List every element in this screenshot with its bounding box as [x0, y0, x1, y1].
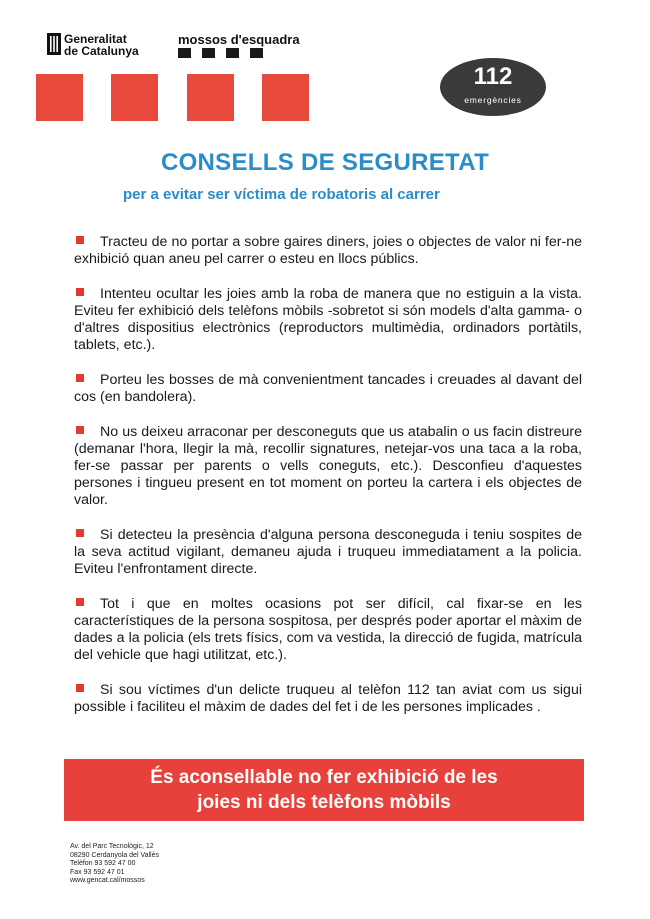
tips-list: [74, 234, 582, 734]
red-squares-decoration: [36, 74, 316, 121]
tip-text: Si sou víctimes d'un delicte truqueu al telèfon 112 tan aviat com us sigui possible i faciliteu el màxim de dades del fet i de les persones implicades .: [74, 682, 582, 715]
warning-banner: [64, 759, 584, 821]
address-website: www.gencat.cal/mossos: [70, 877, 145, 884]
red-bullet-icon: [76, 598, 84, 606]
generalitat-line2: de Catalunya: [64, 44, 139, 58]
banner-line2: joies ni dels telèfons mòbils: [197, 792, 451, 813]
address-phone: Telèfon 93 592 47 00: [70, 860, 136, 867]
banner-line1: És aconsellable no fer exhibició de les: [150, 767, 498, 788]
generalitat-logo-icon: [47, 33, 61, 55]
footer-address: [70, 843, 159, 886]
list-item: [74, 286, 582, 354]
red-bullet-icon: [76, 529, 84, 537]
list-item: [74, 682, 582, 716]
generalitat-name: [64, 33, 139, 57]
tip-text: Porteu les bosses de mà convenientment tancades i creuades al davant del cos (en bandolera).: [74, 372, 582, 405]
red-bullet-icon: [76, 684, 84, 692]
red-bullet-icon: [76, 288, 84, 296]
address-fax: Fax 93 592 47 01: [70, 868, 125, 876]
list-item: [74, 596, 582, 664]
list-item: [74, 527, 582, 578]
red-bullet-icon: [76, 426, 84, 434]
emergency-112-badge: [440, 58, 546, 116]
badge-label: emergències: [464, 95, 522, 105]
generalitat-line1: Generalitat: [64, 32, 127, 46]
mossos-squares-decoration: [178, 48, 263, 58]
badge-number: 112: [473, 63, 513, 90]
list-item: [74, 424, 582, 509]
list-item: [74, 372, 582, 406]
tip-text: Tot i que en moltes ocasions pot ser difícil, cal fixar-se en les característiques de la persona sospitosa, per després poder aportar el màxim de dades a la policia (els trets físics, com va vestida, la direcció de fugida, matrícula del vehicle que hagi utilitzat, etc.).: [74, 596, 582, 663]
list-item: [74, 234, 582, 268]
page-title: CONSELLS DE SEGURETAT: [160, 149, 490, 176]
address-city: 08290 Cerdanyola del Vallès: [70, 851, 159, 859]
red-bullet-icon: [76, 236, 84, 244]
tip-text: Intenteu ocultar les joies amb la roba de manera que no estiguin a la vista. Eviteu fer exhibició dels telèfons mòbils -sobretot si són models d'alta gamma- o d'altres dispositius electrònics (reproductors multimèdia, ordinadors portàtils, tablets, etc.).: [74, 286, 582, 353]
tip-text: Si detecteu la presència d'alguna persona desconeguda i teniu sospites de la seva actitud vigilant, demaneu ajuda i truqueu immediatament a la policia. Eviteu l'enfrontament directe.: [74, 527, 582, 577]
mossos-name: mossos d'esquadra: [178, 32, 300, 47]
tip-text: No us deixeu arraconar per desconeguts que us atabalin o us facin distreure (demanar l'hora, llegir la mà, recollir signatures, netejar-vos una taca a la roba, fer-se passar per parents o vells coneguts, etc.). Desconfieu d'aquestes persones i tingueu present en tot moment on porteu la cartera i els objectes de valor.: [74, 424, 582, 508]
address-street: Av. del Parc Tecnològic, 12: [70, 843, 154, 850]
tip-text: Tracteu de no portar a sobre gaires diners, joies o objectes de valor ni fer-ne exhibició quan aneu pel carrer o esteu en llocs públics.: [74, 234, 582, 267]
page-subtitle: per a evitar ser víctima de robatoris al carrer: [123, 186, 440, 203]
red-bullet-icon: [76, 374, 84, 382]
